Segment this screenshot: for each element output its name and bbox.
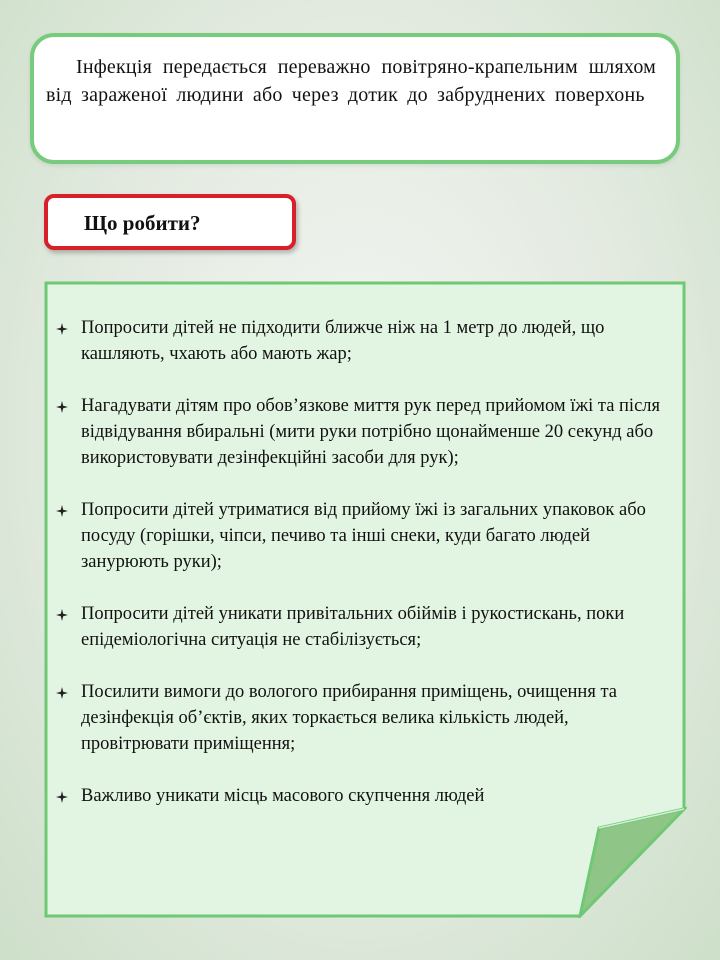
- diamond-bullet-icon: [56, 401, 68, 413]
- diamond-bullet-icon: [56, 687, 68, 699]
- advice-list: [56, 315, 662, 835]
- diamond-bullet-icon: [56, 323, 68, 335]
- list-item-text: Посилити вимоги до вологого прибирання приміщень, очищення та дезінфекція об’єктів, яких торкається велика кількість людей, провітрювати приміщення;: [81, 682, 617, 754]
- diamond-bullet-icon: [56, 505, 68, 517]
- list-item-text: Нагадувати дітям про обов’язкове миття рук перед прийомом їжі та після відвідування вбиральні (мити руки потрібно щонайменше 20 секунд або використовувати дезінфекційні засоби для рук);: [81, 396, 661, 468]
- intro-text: Інфекція передається переважно повітряно-крапельним шляхом від зараженої людини або через дотик до забруднених поверхонь: [46, 56, 656, 106]
- list-item: [56, 315, 662, 367]
- list-item-text: Попросити дітей уникати привітальних обіймів і рукостискань, поки епідеміологічна ситуація не стабілізується;: [81, 604, 625, 650]
- what-to-do-heading: [44, 194, 296, 250]
- diamond-bullet-icon: [56, 791, 68, 803]
- list-item: [56, 497, 662, 575]
- advice-note: [44, 281, 687, 918]
- list-item: [56, 783, 662, 809]
- list-item: [56, 393, 662, 471]
- list-item-text: Попросити дітей не підходити ближче ніж на 1 метр до людей, що кашляють, чхають або мають жар;: [81, 318, 605, 364]
- list-item: [56, 601, 662, 653]
- list-item-text: Важливо уникати місць масового скупчення людей: [81, 786, 485, 806]
- intro-card: [30, 33, 680, 164]
- list-item: [56, 679, 662, 757]
- diamond-bullet-icon: [56, 609, 68, 621]
- heading-text: Що робити?: [84, 211, 201, 235]
- list-item-text: Попросити дітей утриматися від прийому їжі із загальних упаковок або посуду (горішки, чіпси, печиво та інші снеки, куди багато людей занурюють руки);: [81, 500, 646, 572]
